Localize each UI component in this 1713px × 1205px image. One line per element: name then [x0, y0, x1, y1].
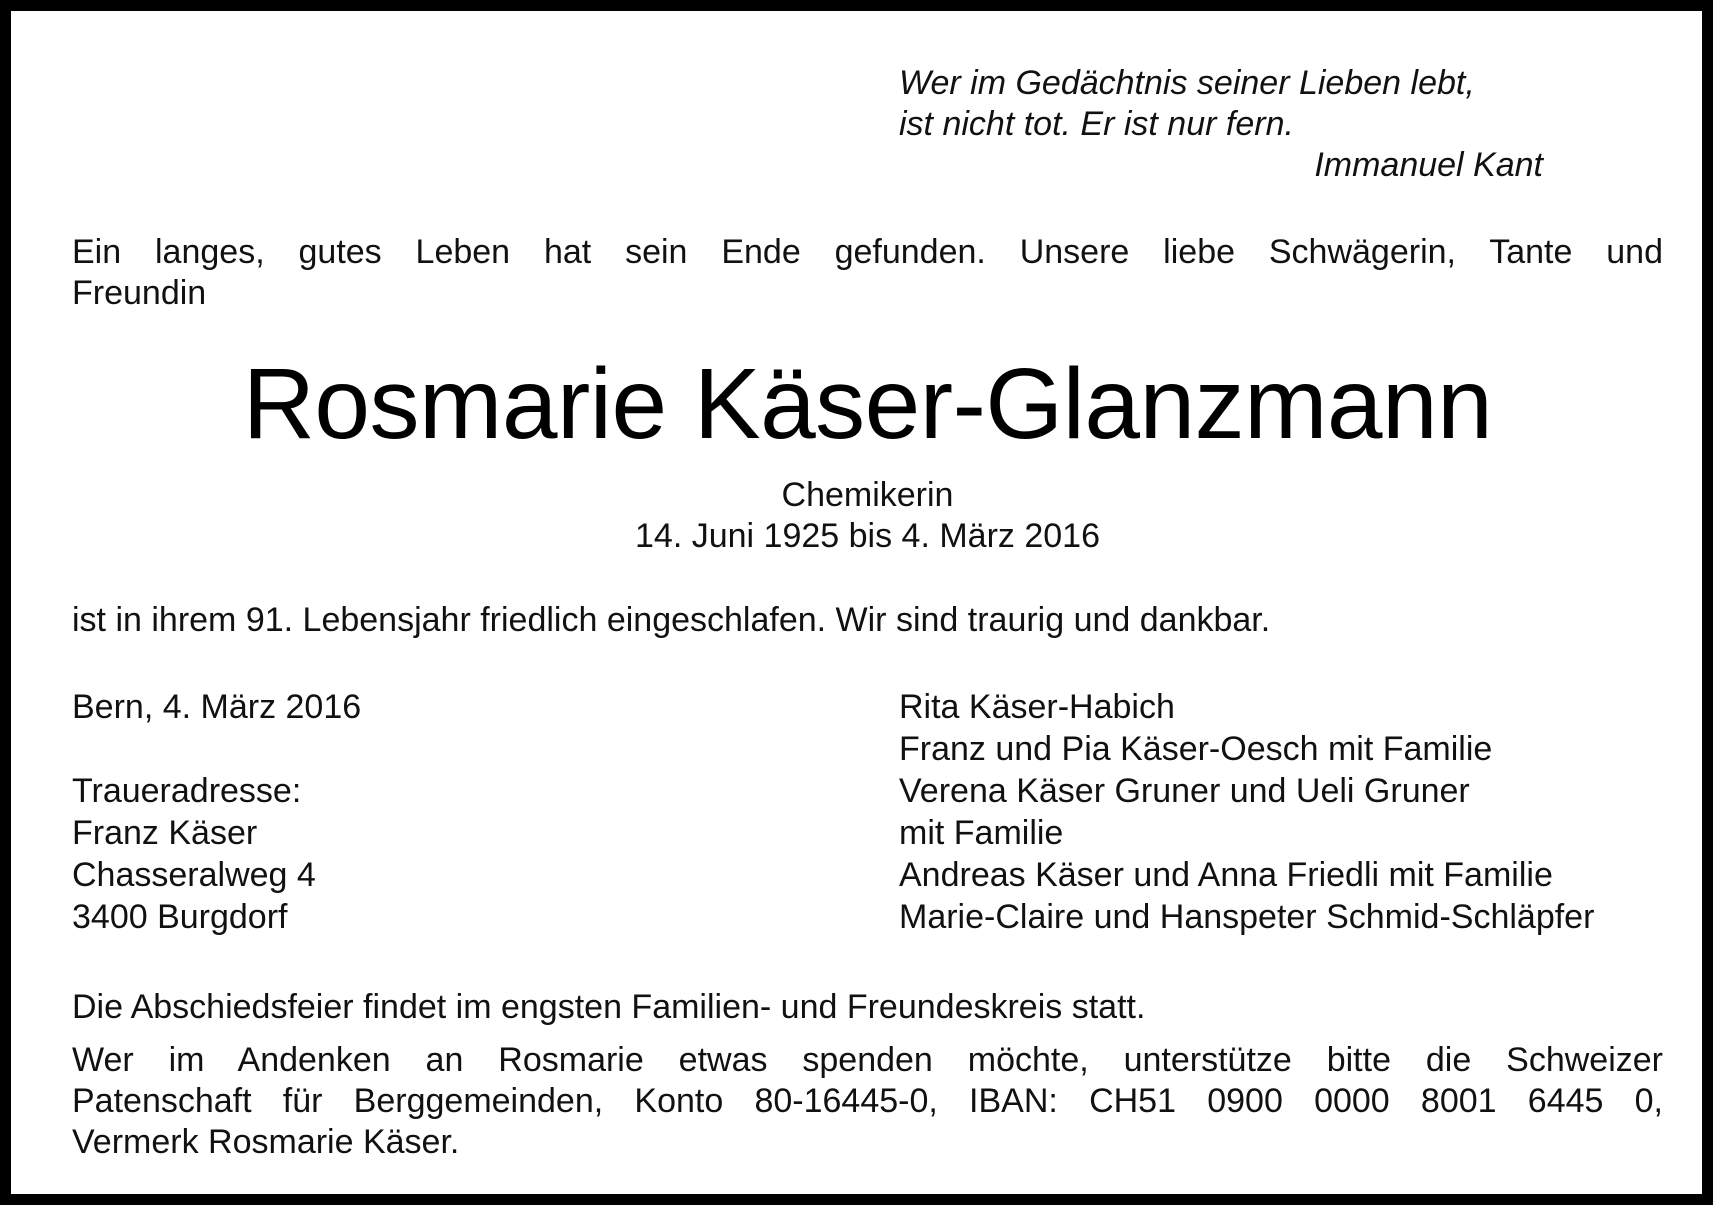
intro-line-2: Freundin	[72, 274, 207, 312]
donation-line-3: Vermerk Rosmarie Käser.	[72, 1123, 460, 1161]
donation-line-1: Wer im Andenken an Rosmarie etwas spenden möchte, unterstütze bitte die Schweizer	[72, 1041, 1663, 1079]
intro-line-1: Ein langes, gutes Leben hat sein Ende gefunden. Unsere liebe Schwägerin, Tante und	[72, 233, 1663, 271]
place-date: Bern, 4. März 2016	[72, 688, 362, 726]
donation-paragraph	[72, 1040, 1663, 1163]
mourner-entry: Rita Käser-Habich	[899, 688, 1175, 726]
quote-line-1: Wer im Gedächtnis seiner Lieben lebt,	[899, 64, 1475, 102]
mourner-entry: Andreas Käser und Anna Friedli mit Familie	[899, 856, 1553, 894]
mourning-address-street: Chasseralweg 4	[72, 856, 316, 894]
mourner-entry: Franz und Pia Käser-Oesch mit Familie	[899, 730, 1493, 768]
donation-line-2: Patenschaft für Berggemeinden, Konto 80-16445-0, IBAN: CH51 0900 0000 8001 6445 0,	[72, 1082, 1663, 1120]
deceased-name: Rosmarie Käser-Glanzmann	[242, 348, 1493, 460]
mourner-entry: Verena Käser Gruner und Ueli Gruner	[899, 772, 1470, 810]
epigraph-quote	[899, 63, 1599, 186]
life-dates: 14. Juni 1925 bis 4. März 2016	[635, 517, 1100, 555]
passing-text: ist in ihrem 91. Lebensjahr friedlich eingeschlafen. Wir sind traurig und dankbar.	[72, 601, 1271, 639]
notice-content	[72, 11, 1663, 1194]
mourner-entry: mit Familie	[899, 814, 1064, 852]
intro-paragraph	[72, 232, 1663, 314]
quote-line-2: ist nicht tot. Er ist nur fern.	[899, 105, 1294, 143]
mourner-entry: Marie-Claire und Hanspeter Schmid-Schläpfer	[899, 898, 1595, 936]
deceased-profession: Chemikerin	[781, 476, 954, 514]
mourning-address-city: 3400 Burgdorf	[72, 898, 288, 936]
mourners-list	[899, 686, 1663, 938]
address-column	[72, 686, 772, 938]
mourning-address-name: Franz Käser	[72, 814, 258, 852]
quote-author: Immanuel Kant	[1314, 146, 1543, 184]
deceased-details	[72, 475, 1663, 557]
mourning-address-label: Traueradresse:	[72, 772, 302, 810]
column-spacer	[72, 728, 772, 770]
farewell-text: Die Abschiedsfeier findet im engsten Familien- und Freundeskreis statt.	[72, 988, 1146, 1026]
